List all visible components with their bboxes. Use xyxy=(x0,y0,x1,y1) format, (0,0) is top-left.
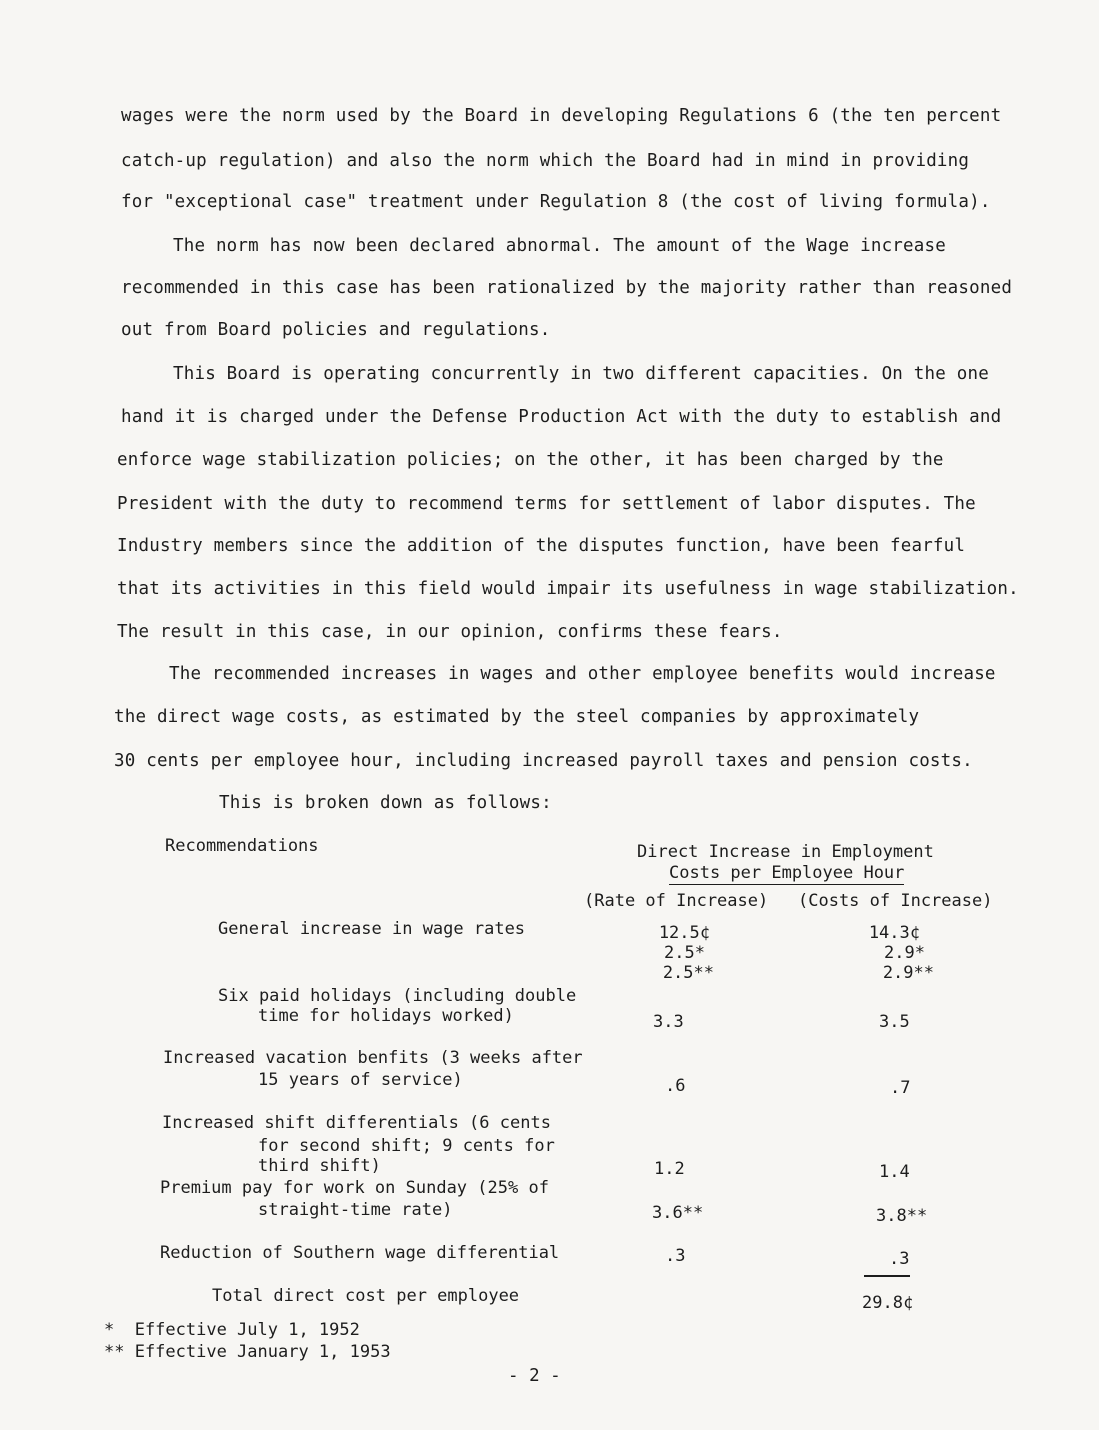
rate-value: 2.5* xyxy=(664,943,705,963)
body-line: The result in this case, in our opinion, confirms these fears. xyxy=(117,622,783,642)
body-line: The norm has now been declared abnormal. The amount of the Wage increase xyxy=(173,236,946,256)
rate-value: .3 xyxy=(665,1246,686,1266)
total-value: 29.8¢ xyxy=(862,1293,914,1313)
total-label: Total direct cost per employee xyxy=(212,1286,520,1306)
row-label: 15 years of service) xyxy=(258,1070,463,1090)
body-line: 30 cents per employee hour, including increased payroll taxes and pension costs. xyxy=(114,751,973,771)
row-label: for second shift; 9 cents for xyxy=(258,1136,555,1156)
cost-value: 2.9* xyxy=(884,943,925,963)
footnote: ** Effective January 1, 1953 xyxy=(104,1342,391,1362)
rate-value: 3.3 xyxy=(653,1012,684,1032)
row-label: Increased vacation benfits (3 weeks after xyxy=(163,1048,583,1068)
cost-value: .7 xyxy=(890,1078,911,1098)
table-header-direct-increase: Direct Increase in Employment xyxy=(637,842,934,862)
column-header-costs: (Costs of Increase) xyxy=(798,891,993,911)
body-line: for "exceptional case" treatment under Regulation 8 (the cost of living formula). xyxy=(121,192,991,212)
body-line: the direct wage costs, as estimated by the steel companies by approximately xyxy=(114,707,920,727)
body-line: that its activities in this field would impair its usefulness in wage stabilization. xyxy=(117,579,1019,599)
row-label: straight-time rate) xyxy=(258,1200,453,1220)
cost-value: 3.5 xyxy=(879,1012,910,1032)
total-rule xyxy=(864,1275,910,1277)
rate-value: 12.5¢ xyxy=(658,923,710,943)
body-line: This is broken down as follows: xyxy=(219,793,552,813)
cost-value: 14.3¢ xyxy=(868,923,920,943)
body-line: The recommended increases in wages and other employee benefits would increase xyxy=(169,664,996,684)
cost-value: 2.9** xyxy=(882,963,934,983)
body-line: recommended in this case has been rationalized by the majority rather than reasoned xyxy=(121,278,1013,298)
row-label: General increase in wage rates xyxy=(218,919,526,939)
page-number: - 2 - xyxy=(508,1366,561,1386)
row-label: Six paid holidays (including double xyxy=(218,986,577,1006)
body-line: wages were the norm used by the Board in developing Regulations 6 (the ten percent xyxy=(121,106,1002,126)
rate-value: .6 xyxy=(665,1076,686,1096)
rate-value: 3.6** xyxy=(652,1203,704,1223)
row-label: Premium pay for work on Sunday (25% of xyxy=(160,1178,549,1198)
column-header-rate: (Rate of Increase) xyxy=(584,891,769,911)
row-label: Reduction of Southern wage differential xyxy=(160,1243,560,1263)
body-line: hand it is charged under the Defense Production Act with the duty to establish and xyxy=(121,407,1002,427)
body-line: out from Board policies and regulations. xyxy=(121,320,551,340)
footnote: * Effective July 1, 1952 xyxy=(104,1320,360,1340)
body-line: Industry members since the addition of the disputes function, have been fearful xyxy=(117,536,966,556)
cost-value: 3.8** xyxy=(876,1206,928,1226)
rate-value: 2.5** xyxy=(662,963,714,983)
row-label: third shift) xyxy=(258,1156,381,1176)
cost-value: .3 xyxy=(889,1249,910,1269)
body-line: enforce wage stabilization policies; on the other, it has been charged by the xyxy=(117,450,944,470)
body-line: President with the duty to recommend terms for settlement of labor disputes. The xyxy=(117,494,976,514)
row-label: Increased shift differentials (6 cents xyxy=(162,1113,551,1133)
cost-value: 1.4 xyxy=(879,1162,910,1182)
row-label: time for holidays worked) xyxy=(258,1006,514,1026)
rate-value: 1.2 xyxy=(654,1159,685,1179)
table-header-costs-per-hour: Costs per Employee Hour xyxy=(669,863,905,883)
body-line: catch-up regulation) and also the norm which the Board had in mind in providing xyxy=(121,151,970,171)
table-header-recommendations: Recommendations xyxy=(165,836,319,856)
body-line: This Board is operating concurrently in two different capacities. On the one xyxy=(173,364,989,384)
